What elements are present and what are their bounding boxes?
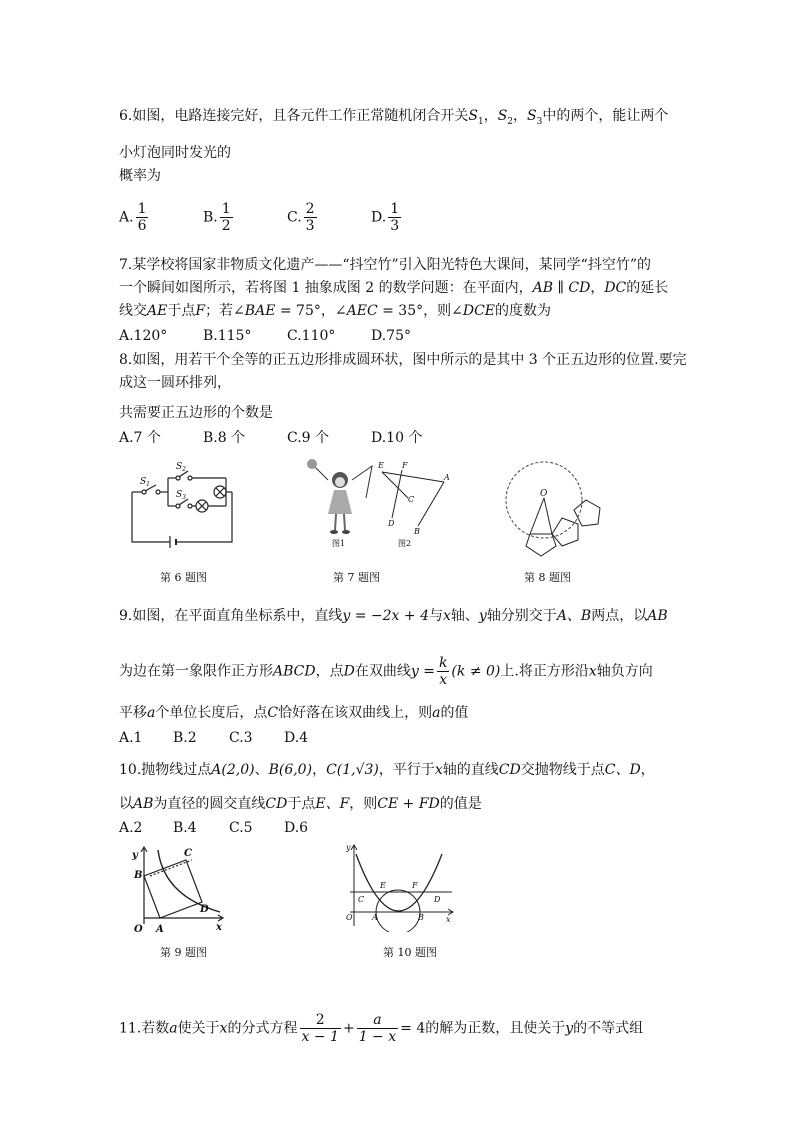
point-c-label: C: [408, 495, 415, 504]
fraction: $\frac{1}{6}$: [137, 201, 147, 234]
switch-contact: [188, 504, 192, 508]
q9-line2: 为边在第一象限作正方形ABCD，点D在双曲线y = $\frac{k}{x}$ (k ≠ 0)上.将正方形沿x轴负方向: [119, 655, 653, 688]
q6-line1: 6.如图，电路连接完好，且各元件工作正常随机闭合开关$S_1$，$S_2$，$S_3$中的两个，能让两个: [119, 108, 669, 127]
point-b-label: B: [418, 913, 424, 922]
line-ab: [418, 482, 444, 526]
origin-label: O: [346, 913, 353, 922]
figure-7-label-2: 图2: [398, 539, 412, 548]
pentagon-3: [574, 500, 600, 526]
switch-s3-label: $S_3$: [176, 490, 186, 501]
point-a-label: A: [444, 473, 450, 482]
switch-s2-label: $S_2$: [176, 462, 186, 473]
q10-option-a: A.2: [119, 820, 143, 836]
q7-option-d: D.75°: [371, 328, 411, 344]
point-d-label: D: [200, 904, 209, 915]
fraction-a-over-1-minus-x: $\frac{a}{1 - x}$: [358, 1012, 397, 1045]
fraction-k-over-x: $\frac{k}{x}$: [438, 655, 448, 688]
fraction: $\frac{2}{3}$: [305, 201, 315, 234]
girl-shoe: [330, 530, 338, 534]
q8-option-b: B.8 个: [203, 430, 246, 446]
q10-line2: 以AB为直径的圆交直线CD于点E、F，则CE + FD的值是: [119, 796, 482, 812]
girl-shoe: [342, 530, 350, 534]
line-ae: [382, 472, 444, 482]
switch-s1-label: $S_1$: [140, 477, 150, 488]
q6-option-b: B. $\frac{1}{2}$: [203, 201, 231, 234]
q11-line1: 11.若数a使关于x的分式方程 $\frac{2}{x - 1}$ + $\frac{a}{1 - x}$ = 4的解为正数，且使关于y的不等式组: [119, 1012, 644, 1045]
point-f-label: F: [402, 461, 408, 470]
point-a-label: A: [372, 913, 378, 922]
fraction: $\frac{1}{2}$: [221, 201, 231, 234]
axis-y-label: y: [346, 843, 351, 852]
girl-dress: [328, 490, 352, 514]
q6-line2: 小灯泡同时发光的: [119, 145, 231, 161]
girl-leg: [344, 514, 345, 530]
point-d-label: D: [434, 895, 441, 904]
point-b-label: B: [134, 870, 143, 881]
axis-y-label: y: [132, 850, 138, 861]
fraction-2-over-x-minus-1: $\frac{2}{x - 1}$: [301, 1012, 339, 1045]
diabolo-spinner: [307, 459, 317, 469]
point-a-label: A: [156, 924, 164, 935]
q8-line2: 成这一圆环排列，: [119, 375, 231, 391]
square-abcd: [144, 860, 202, 918]
q10-option-d: D.6: [284, 820, 309, 836]
line-fd: [392, 470, 402, 518]
q7-option-c: C.110°: [287, 328, 336, 344]
point-c-label: C: [358, 895, 365, 904]
point-f-label: F: [412, 881, 418, 890]
point-c-label: C: [184, 848, 192, 859]
q7-line1: 7.某学校将国家非物质文化遗产——“抖空竹”引入阳光特色大课间，某同学“抖空竹”的: [119, 257, 651, 273]
figure-9: [128, 844, 228, 936]
figure-9-caption: 第 9 题图: [160, 946, 207, 959]
figure-8-caption: 第 8 题图: [524, 571, 571, 584]
q6-option-d: D. $\frac{1}{3}$: [371, 201, 400, 234]
q7-line2: 一个瞬间如图所示，若将图 1 抽象成图 2 的数学问题：在平面内，AB ∥ CD，DC的延长: [119, 280, 669, 296]
q10-option-c: C.5: [229, 820, 253, 836]
figure-6-caption: 第 6 题图: [160, 571, 207, 584]
center-o-label: O: [540, 489, 548, 499]
q7-option-b: B.115°: [203, 328, 252, 344]
q8-line3: 共需要正五边形的个数是: [119, 405, 273, 421]
q9-option-c: C.3: [229, 730, 253, 746]
figure-8-pentagons: [500, 458, 610, 558]
q10-option-b: B.4: [173, 820, 197, 836]
parabola: [356, 854, 442, 911]
fraction: $\frac{1}{3}$: [390, 201, 400, 234]
axis-x-label: x: [446, 915, 451, 924]
q8-option-a: A.7 个: [119, 430, 161, 446]
point-d-label: D: [388, 519, 395, 528]
q9-option-a: A.1: [119, 730, 143, 746]
figure-7-illustration: [307, 459, 372, 534]
q9-line1: 9.如图，在平面直角坐标系中，直线y = −2x + 4与x轴、y轴分别交于A、B两点，以AB: [119, 608, 668, 624]
hyperbola-curve: [158, 850, 220, 912]
figure-10-caption: 第 10 题图: [383, 946, 437, 959]
q9-option-b: B.2: [173, 730, 197, 746]
q8-option-c: C.9 个: [287, 430, 330, 446]
switch-contact: [188, 476, 192, 480]
q10-line1: 10.抛物线过点A(2,0)、B(6,0)，C(1,√3)，平行于x轴的直线CD交抛物线于点C、D，: [119, 762, 655, 778]
figure-7-label-1: 图1: [332, 539, 346, 548]
point-e-label: E: [380, 881, 386, 890]
q8-option-d: D.10 个: [371, 430, 423, 446]
figure-7-caption: 第 7 题图: [333, 571, 380, 584]
q8-line1: 8.如图，用若干个全等的正五边形排成圆环状，图中所示的是其中 3 个正五边形的位置.要完: [119, 352, 687, 368]
q6-option-a: A. $\frac{1}{6}$: [119, 201, 147, 234]
figure-6-circuit: [122, 456, 252, 556]
switch-contact: [156, 490, 160, 494]
point-b-label: B: [414, 527, 420, 536]
translated-edge: [150, 860, 192, 876]
q6-line3: 概率为: [119, 168, 161, 184]
radius-line: [544, 498, 552, 534]
q9-option-d: D.4: [284, 730, 309, 746]
q7-line3: 线交AE于点F；若∠BAE = 75°，∠AEC = 35°，则∠DCE的度数为: [119, 303, 551, 319]
figure-10: [340, 840, 460, 932]
point-e-label: E: [378, 461, 384, 470]
figure-7: [296, 458, 466, 550]
radius-line: [530, 498, 544, 534]
girl-face: [335, 477, 345, 487]
axis-x-label: x: [216, 922, 222, 933]
q6-option-c: C. $\frac{2}{3}$: [287, 201, 315, 234]
origin-label: O: [134, 924, 143, 935]
girl-leg: [335, 514, 336, 530]
q7-option-a: A.120°: [119, 328, 168, 344]
q9-line3: 平移a个单位长度后，点C恰好落在该双曲线上，则a的值: [119, 705, 469, 721]
